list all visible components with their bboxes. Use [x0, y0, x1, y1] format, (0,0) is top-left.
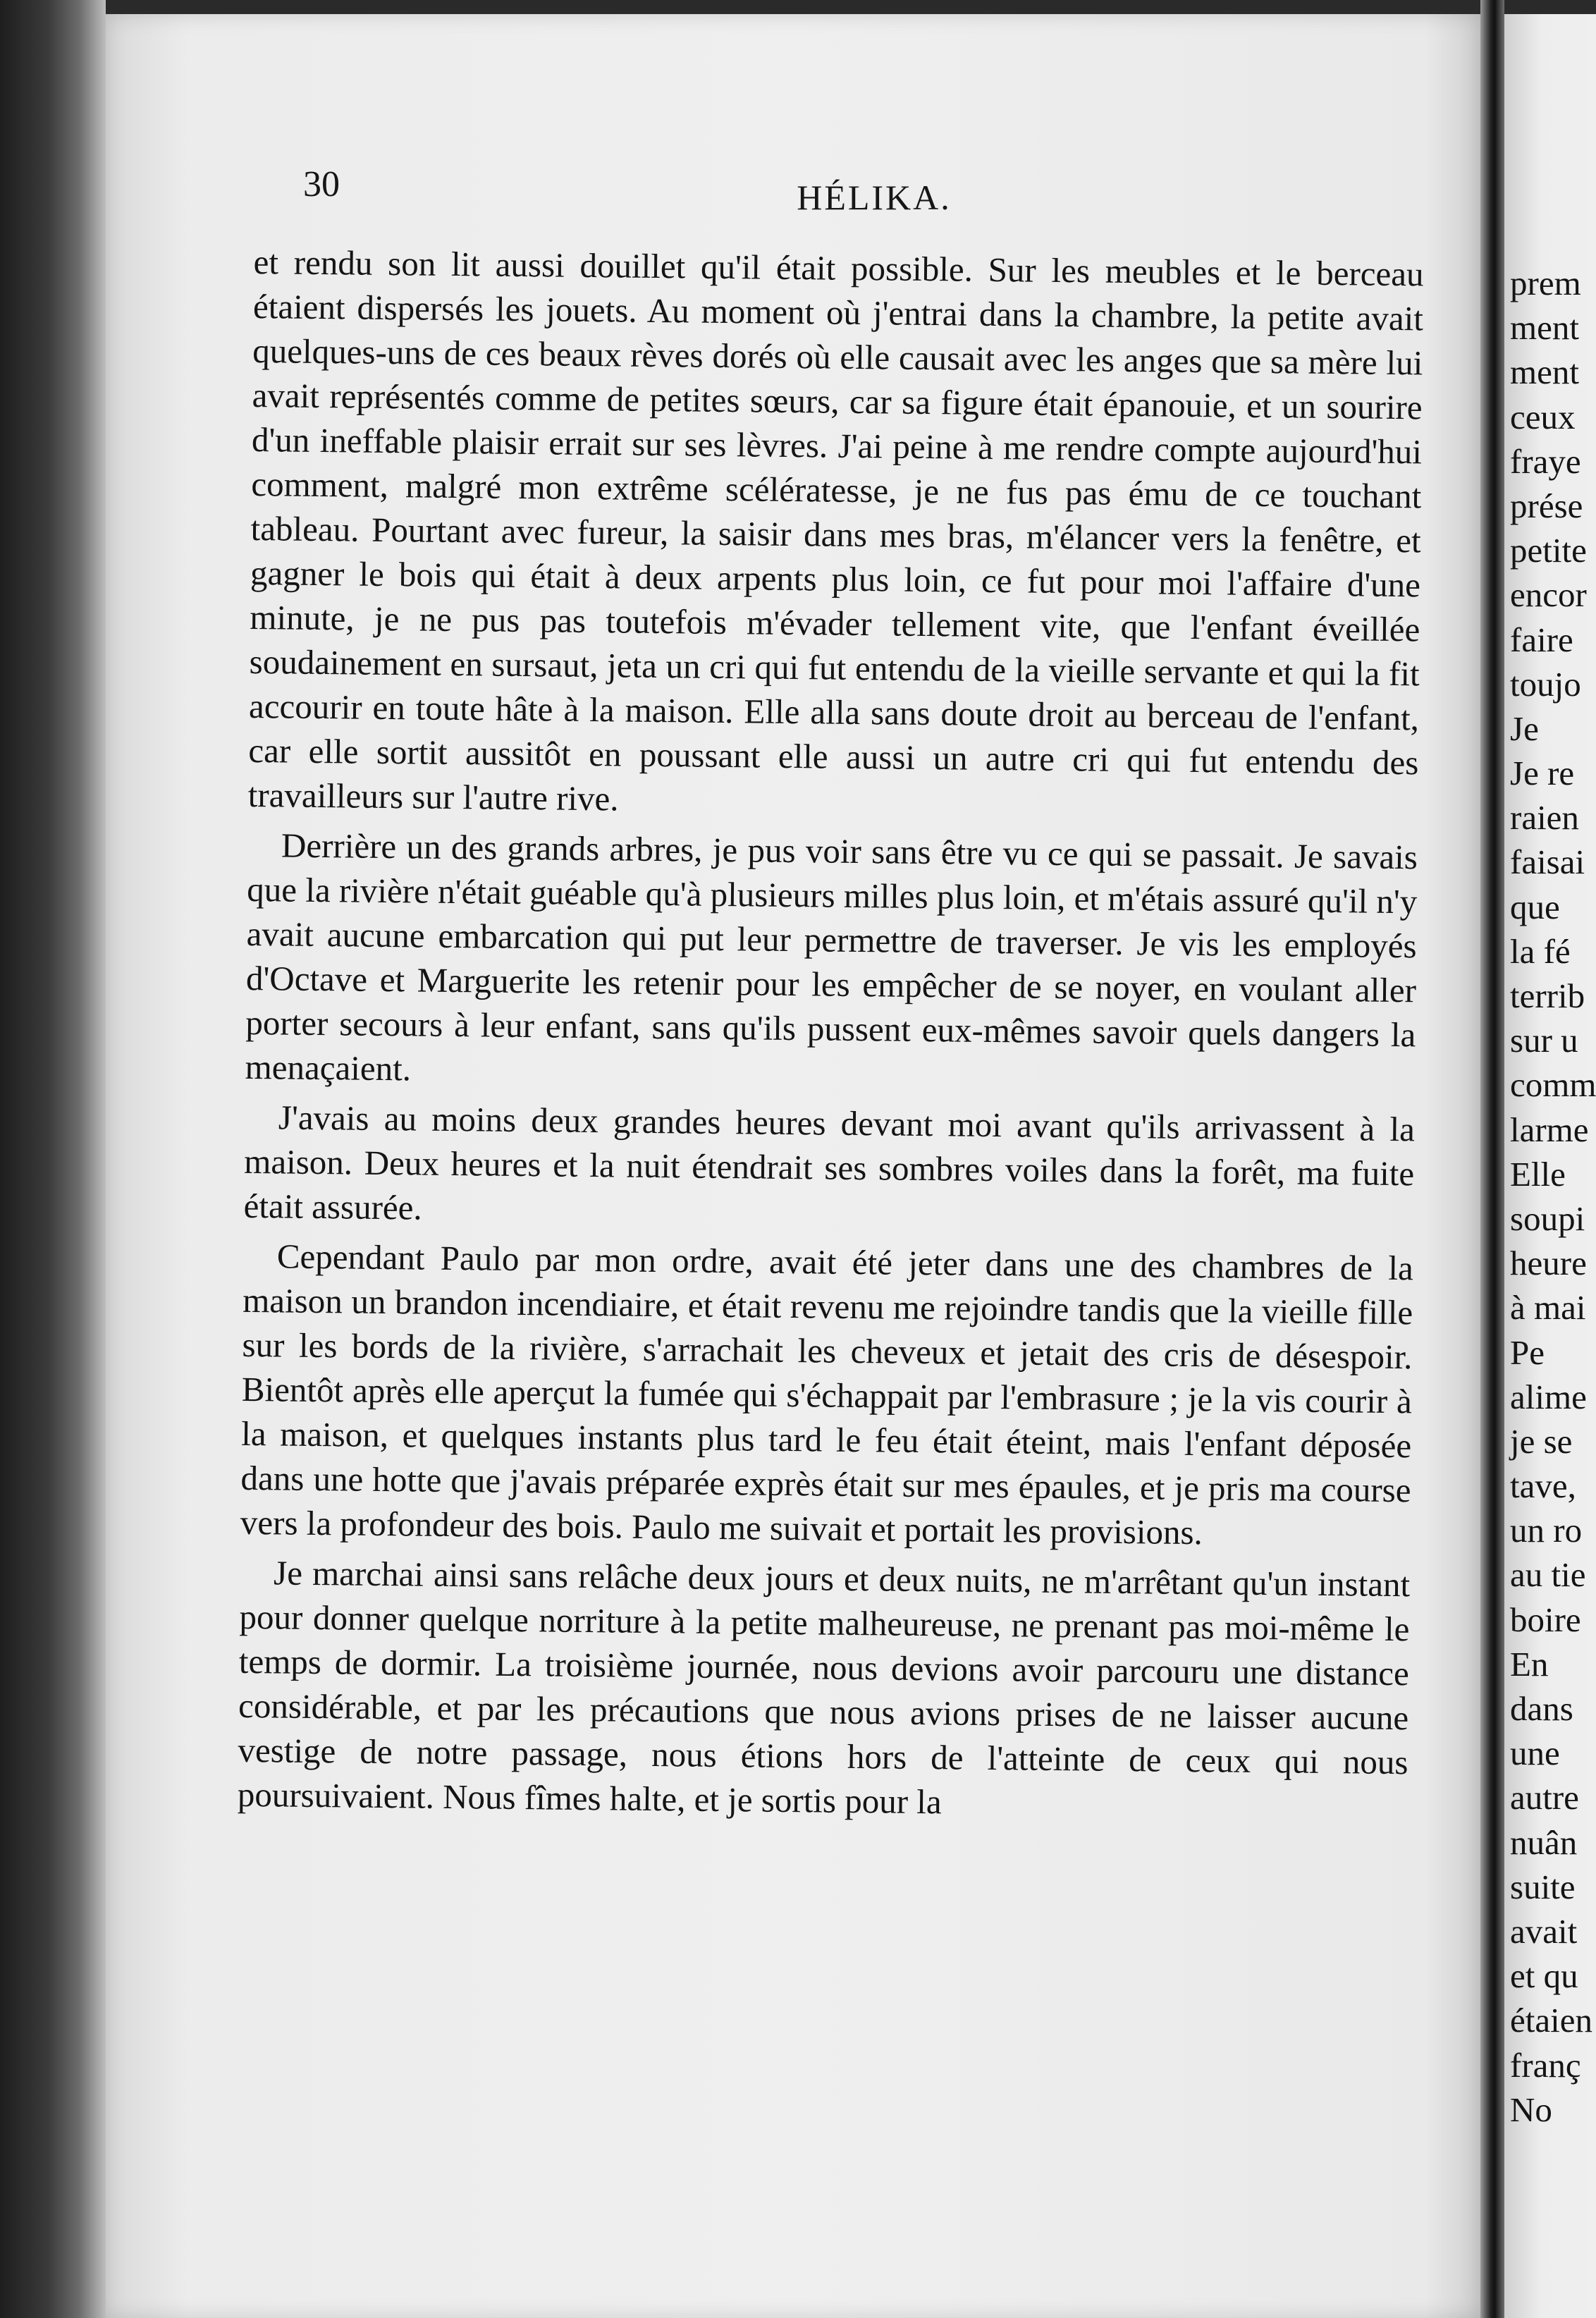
facing-page-line: petite — [1510, 531, 1587, 570]
facing-page-line: franç — [1510, 2045, 1581, 2085]
running-title: HÉLIKA. — [797, 178, 952, 217]
facing-page-line: Pe — [1510, 1332, 1545, 1372]
facing-page-line: terrib — [1510, 976, 1585, 1015]
facing-page-line: prése — [1510, 486, 1583, 525]
facing-page-line: ceux — [1510, 397, 1576, 436]
facing-page-line: larme — [1510, 1110, 1589, 1149]
facing-page-line: faisai — [1510, 842, 1585, 882]
paragraph: Cependant Paulo par mon ordre, avait été jeter dans une des chambres de la maison un brandon incendiaire, et était revenu me rejoindre tandis que la vieille fille sur les bords de la rivière, s'arrachait les cheveux et jetait des cris de désespoir. Bientôt après elle aperçut la fumée qui s'échappait par l'embrasure ; je la vis courir à la maison, et quelques instants plus tard le feu était éteint, mais l'enfant déposée dans une hotte que j'avais préparée exprès était sur mes épaules, et je pris ma course vers la profondeur des bois. Paulo me suivait et portait les provisions. — [240, 1237, 1414, 1552]
facing-page-line: soupi — [1510, 1198, 1585, 1238]
facing-page-line: Je re — [1510, 754, 1575, 793]
paragraph: et rendu son lit aussi douillet qu'il était possible. Sur les meubles et le berceau étaient dispersés les jouets. Au moment où j'entrai dans la chambre, la petite avait quelques-uns de ces beaux rèves dorés où elle causait avec les anges que sa mère lui avait représentés comme de petites sœurs, car sa figure était épanouie, et un sourire d'un ineffable plaisir errait sur ses lèvres. J'ai peine à me rendre compte aujourd'hui comment, malgré mon extrême scélératesse, je ne fus pas ému de ce touchant tableau. Pourtant avec fureur, la saisir dans mes bras, m'élancer vers la fenêtre, et gagner le bois qui était à deux arpents plus loin, ce fut pour moi l'affaire d'une minute, je ne pus pas toutefois m'évader tellement vite, que l'enfant éveillée soudainement en sursaut, jeta un cri qui fut entendu de la vieille servante et qui la fit accourir en toute hâte à la maison. Elle alla sans doute droit au berceau de l'enfant, car elle sortit aussitôt en poussant elle aussi un autre cri qui fut entendu des travailleurs sur l'autre rive. — [247, 242, 1424, 818]
facing-page-line: nuân — [1510, 1822, 1578, 1862]
facing-page-line: faire — [1510, 620, 1573, 659]
facing-page-line: toujo — [1510, 664, 1581, 704]
facing-page-line: un ro — [1510, 1511, 1583, 1550]
facing-page-line: que — [1510, 887, 1560, 926]
paragraph: J'avais au moins deux grandes heures devant moi avant qu'ils arrivassent à la maison. Deux heures et la nuit étendrait ses sombres voiles dans la forêt, ma fuite était assurée. — [243, 1098, 1416, 1227]
facing-page-line: No — [1510, 2090, 1552, 2129]
facing-page-line: En — [1510, 1644, 1549, 1684]
paragraph: Je marchai ainsi sans relâche deux jours et deux nuits, ne m'arrêtant qu'un instant pour donner quelque norriture à la petite malheureuse, ne prenant pas moi-même le temps de dormir. La troisième journée, nous devions avoir parcouru une distance considérable, et par les précautions que nous avions prises de ne laisser aucune vestige de notre passage, nous étions hors de l'atteinte de ceux qui nous poursuivaient. Nous fîmes halte, et je sortis pour la — [237, 1553, 1411, 1822]
body-text — [237, 240, 1423, 1834]
facing-page-line: étaien — [1510, 2001, 1592, 2040]
facing-page-line: avait — [1510, 1911, 1578, 1951]
binding-shadow — [0, 0, 106, 2318]
facing-page-line: raien — [1510, 798, 1579, 838]
facing-page-line: dans — [1510, 1689, 1573, 1728]
facing-page-line: tave, — [1510, 1466, 1576, 1506]
facing-page-line: encor — [1510, 575, 1587, 615]
facing-page-text — [1510, 261, 1596, 2132]
facing-page-line: comm — [1510, 1065, 1596, 1105]
facing-page-line: Elle — [1510, 1154, 1566, 1194]
facing-page — [1504, 14, 1596, 2318]
book-gutter — [1480, 0, 1504, 2318]
facing-page-line: fraye — [1510, 441, 1581, 481]
facing-page-line: alime — [1510, 1377, 1587, 1416]
facing-page-line: ment — [1510, 352, 1579, 392]
facing-page-line: une — [1510, 1734, 1560, 1773]
facing-page-line: ment — [1510, 308, 1579, 348]
facing-page-line: suite — [1510, 1867, 1576, 1906]
facing-page-line: à mai — [1510, 1288, 1586, 1327]
facing-page-line: Je — [1510, 709, 1539, 748]
facing-page-line: au tie — [1510, 1555, 1586, 1595]
facing-page-line: heure — [1510, 1244, 1587, 1283]
facing-page-line: et qu — [1510, 1956, 1578, 1996]
facing-page-line: la fé — [1510, 931, 1571, 971]
facing-page-line: je se — [1510, 1421, 1573, 1461]
facing-page-line: sur u — [1510, 1021, 1578, 1060]
paragraph: Derrière un des grands arbres, je pus voir sans être vu ce qui se passait. Je savais que la rivière n'était guéable qu'à plusieurs milles plus loin, et m'étais assuré qu'il n'y avait aucune embarcation qui put leur permettre de traverser. Je vis les employés d'Octave et Marguerite les retenir pour les empêcher de se noyer, en voulant aller porter secours à leur enfant, sans qu'ils pussent eux-mêmes savoir quels dangers la menaçaient. — [245, 826, 1418, 1089]
facing-page-line: boire — [1510, 1600, 1581, 1639]
page-header — [303, 164, 1445, 227]
facing-page-line: autre — [1510, 1778, 1579, 1817]
page-number: 30 — [303, 164, 340, 204]
facing-page-line: prem — [1510, 264, 1581, 302]
